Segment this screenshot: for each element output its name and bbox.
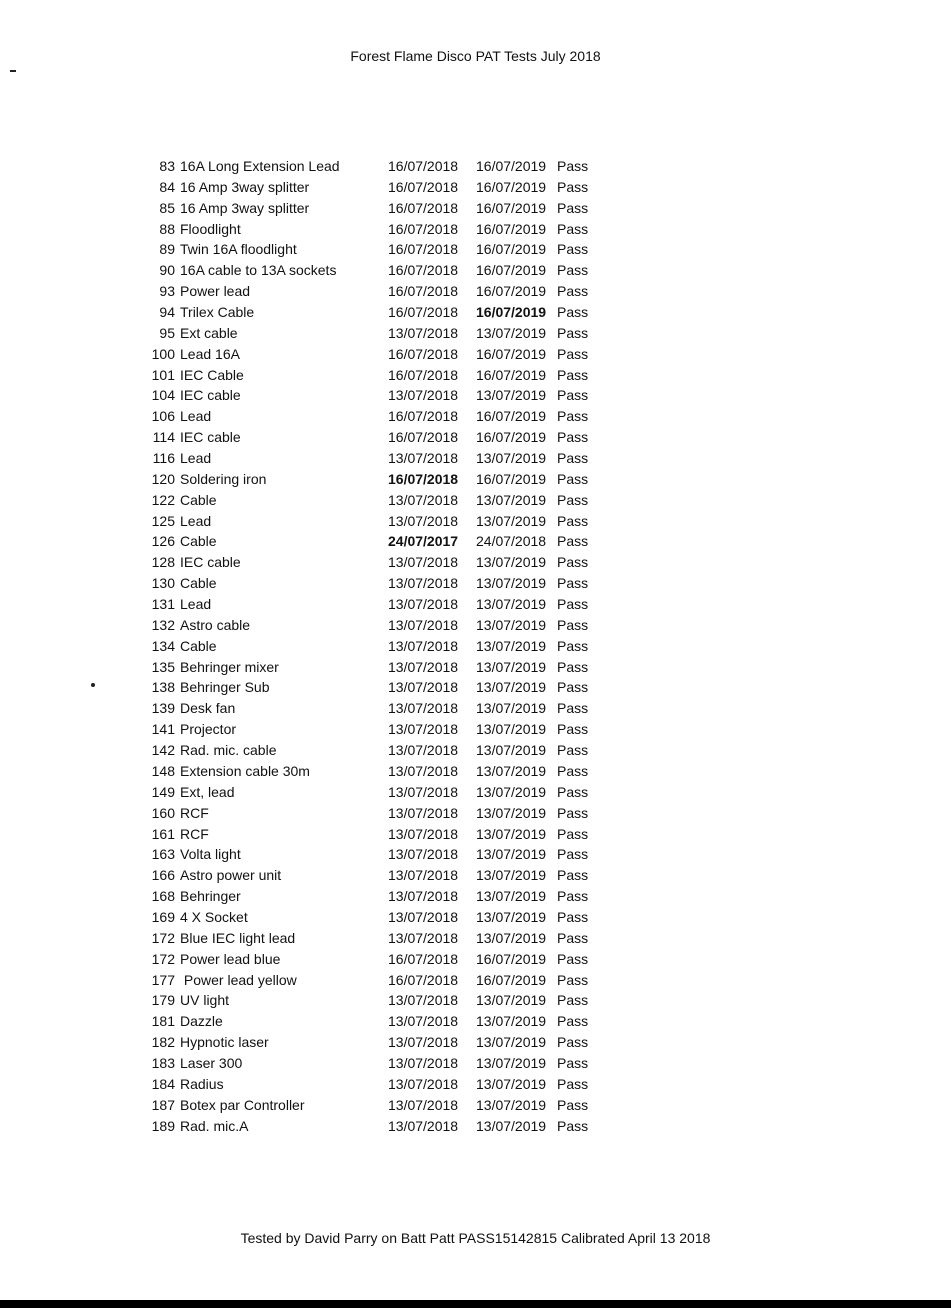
retest-date: 13/07/2019 bbox=[476, 742, 547, 759]
test-date: 13/07/2018 bbox=[388, 616, 459, 633]
test-result: Pass bbox=[557, 512, 589, 529]
table-row bbox=[140, 533, 600, 554]
item-description: Power lead bbox=[180, 283, 251, 300]
test-result: Pass bbox=[557, 700, 589, 717]
item-number: 172 bbox=[151, 929, 175, 946]
retest-date: 13/07/2019 bbox=[476, 1075, 547, 1092]
test-result: Pass bbox=[557, 199, 589, 216]
table-row bbox=[140, 262, 600, 283]
retest-date: 13/07/2019 bbox=[476, 846, 547, 863]
table-row bbox=[140, 179, 600, 200]
retest-date: 16/07/2019 bbox=[476, 304, 547, 321]
table-row bbox=[140, 325, 600, 346]
retest-date: 16/07/2019 bbox=[476, 429, 547, 446]
test-result: Pass bbox=[557, 616, 589, 633]
test-result: Pass bbox=[557, 304, 589, 321]
table-row bbox=[140, 471, 600, 492]
test-result: Pass bbox=[557, 658, 589, 675]
test-date: 13/07/2018 bbox=[388, 867, 459, 884]
retest-date: 13/07/2019 bbox=[476, 658, 547, 675]
item-description: UV light bbox=[180, 992, 230, 1009]
item-number: 187 bbox=[151, 1096, 175, 1113]
item-number: 177 bbox=[151, 971, 175, 988]
item-number: 168 bbox=[151, 888, 175, 905]
table-row bbox=[140, 450, 600, 471]
table-row bbox=[140, 930, 600, 951]
retest-date: 16/07/2019 bbox=[476, 199, 547, 216]
table-row bbox=[140, 742, 600, 763]
retest-date: 13/07/2019 bbox=[476, 491, 547, 508]
test-date: 24/07/2017 bbox=[388, 533, 459, 550]
table-row bbox=[140, 492, 600, 513]
item-description: Ext cable bbox=[180, 324, 238, 341]
item-description: Power lead yellow bbox=[180, 971, 297, 988]
retest-date: 16/07/2019 bbox=[476, 971, 547, 988]
item-number: 83 bbox=[159, 158, 175, 174]
item-number: 184 bbox=[151, 1075, 175, 1092]
item-number: 126 bbox=[151, 533, 175, 550]
table-row bbox=[140, 1055, 600, 1076]
retest-date: 13/07/2019 bbox=[476, 825, 547, 842]
test-result: Pass bbox=[557, 846, 589, 863]
test-result: Pass bbox=[557, 783, 589, 800]
table-row bbox=[140, 867, 600, 888]
test-date: 16/07/2018 bbox=[388, 950, 459, 967]
table-row bbox=[140, 221, 600, 242]
retest-date: 13/07/2019 bbox=[476, 324, 547, 341]
item-number: 183 bbox=[151, 1054, 175, 1071]
test-date: 13/07/2018 bbox=[388, 679, 459, 696]
item-description: IEC cable bbox=[180, 429, 241, 446]
test-result: Pass bbox=[557, 324, 589, 341]
scan-bottom-edge bbox=[0, 1300, 951, 1308]
item-description: Blue IEC light lead bbox=[180, 929, 296, 946]
item-description: IEC cable bbox=[180, 387, 241, 404]
test-result: Pass bbox=[557, 1117, 589, 1134]
test-date: 16/07/2018 bbox=[388, 220, 459, 237]
retest-date: 13/07/2019 bbox=[476, 783, 547, 800]
item-number: 134 bbox=[151, 637, 175, 654]
retest-date: 13/07/2019 bbox=[476, 637, 547, 654]
test-result: Pass bbox=[557, 596, 589, 613]
test-date: 13/07/2018 bbox=[388, 908, 459, 925]
item-number: 138 bbox=[151, 679, 175, 696]
test-date: 13/07/2018 bbox=[388, 888, 459, 905]
page-title: Forest Flame Disco PAT Tests July 2018 bbox=[350, 48, 601, 64]
table-row bbox=[140, 596, 600, 617]
item-number: 94 bbox=[159, 304, 175, 321]
item-number: 166 bbox=[151, 867, 175, 884]
item-description: Radius bbox=[180, 1075, 224, 1092]
item-number: 130 bbox=[151, 575, 175, 592]
item-number: 131 bbox=[151, 596, 175, 613]
retest-date: 13/07/2019 bbox=[476, 596, 547, 613]
test-date: 16/07/2018 bbox=[388, 241, 459, 258]
retest-date: 13/07/2019 bbox=[476, 387, 547, 404]
test-result: Pass bbox=[557, 408, 589, 425]
item-description: Trilex Cable bbox=[180, 304, 255, 321]
table-row bbox=[140, 429, 600, 450]
test-result: Pass bbox=[557, 742, 589, 759]
item-description: Twin 16A floodlight bbox=[180, 241, 297, 258]
table-row bbox=[140, 304, 600, 325]
table-row bbox=[140, 972, 600, 993]
retest-date: 16/07/2019 bbox=[476, 366, 547, 383]
test-result: Pass bbox=[557, 679, 589, 696]
table-row bbox=[140, 659, 600, 680]
test-result: Pass bbox=[557, 1096, 589, 1113]
retest-date: 13/07/2019 bbox=[476, 929, 547, 946]
test-date: 13/07/2018 bbox=[388, 512, 459, 529]
table-row bbox=[140, 1076, 600, 1097]
item-description: Desk fan bbox=[180, 700, 236, 717]
table-row bbox=[140, 200, 600, 221]
item-description: Dazzle bbox=[180, 1013, 223, 1030]
item-number: 135 bbox=[151, 658, 175, 675]
table-row bbox=[140, 721, 600, 742]
item-description: Projector bbox=[180, 721, 237, 738]
item-description: Laser 300 bbox=[180, 1054, 243, 1071]
item-number: 116 bbox=[152, 450, 175, 467]
item-description: Volta light bbox=[180, 846, 241, 863]
test-result: Pass bbox=[557, 1054, 589, 1071]
test-date: 13/07/2018 bbox=[388, 929, 459, 946]
test-result: Pass bbox=[557, 867, 589, 884]
test-date: 13/07/2018 bbox=[388, 825, 459, 842]
test-date: 16/07/2018 bbox=[388, 199, 459, 216]
test-result: Pass bbox=[557, 491, 589, 508]
scan-dot bbox=[91, 683, 95, 687]
test-result: Pass bbox=[557, 220, 589, 237]
item-description: RCF bbox=[180, 804, 209, 821]
item-number: 189 bbox=[151, 1117, 175, 1134]
retest-date: 16/07/2019 bbox=[476, 262, 547, 279]
item-description: Lead bbox=[180, 408, 212, 425]
retest-date: 13/07/2019 bbox=[476, 1034, 547, 1051]
test-result: Pass bbox=[557, 554, 589, 571]
test-date: 13/07/2018 bbox=[388, 1054, 459, 1071]
item-number: 100 bbox=[151, 345, 175, 362]
item-description: Cable bbox=[180, 637, 217, 654]
test-result: Pass bbox=[557, 366, 589, 383]
item-description: 16A cable to 13A sockets bbox=[180, 262, 337, 279]
retest-date: 13/07/2019 bbox=[476, 512, 547, 529]
item-number: 114 bbox=[152, 429, 175, 446]
item-description: Power lead blue bbox=[180, 950, 281, 967]
retest-date: 13/07/2019 bbox=[476, 616, 547, 633]
table-row bbox=[140, 805, 600, 826]
retest-date: 16/07/2019 bbox=[476, 283, 547, 300]
scan-mark bbox=[10, 70, 16, 72]
item-description: 16A Long Extension Lead bbox=[180, 158, 340, 174]
item-description: 16 Amp 3way splitter bbox=[180, 199, 310, 216]
test-result: Pass bbox=[557, 387, 589, 404]
table-row bbox=[140, 638, 600, 659]
retest-date: 13/07/2019 bbox=[476, 575, 547, 592]
test-date: 13/07/2018 bbox=[388, 1075, 459, 1092]
test-date: 13/07/2018 bbox=[388, 804, 459, 821]
pat-test-table bbox=[140, 158, 600, 1138]
item-number: 88 bbox=[159, 220, 175, 237]
item-description: Hypnotic laser bbox=[180, 1034, 269, 1051]
test-result: Pass bbox=[557, 533, 589, 550]
table-row bbox=[140, 909, 600, 930]
item-description: Astro cable bbox=[180, 616, 251, 633]
retest-date: 13/07/2019 bbox=[476, 679, 547, 696]
item-number: 139 bbox=[151, 700, 175, 717]
test-result: Pass bbox=[557, 637, 589, 654]
test-date: 16/07/2018 bbox=[388, 408, 459, 425]
test-date: 16/07/2018 bbox=[388, 283, 459, 300]
item-description: Cable bbox=[180, 575, 217, 592]
item-number: 149 bbox=[151, 783, 175, 800]
test-date: 16/07/2018 bbox=[388, 429, 459, 446]
table-row bbox=[140, 241, 600, 262]
item-number: 172 bbox=[151, 950, 175, 967]
item-number: 181 bbox=[151, 1013, 175, 1030]
test-result: Pass bbox=[557, 1034, 589, 1051]
item-description: 16 Amp 3way splitter bbox=[180, 178, 310, 195]
table-row bbox=[140, 513, 600, 534]
table-row bbox=[140, 1013, 600, 1034]
test-date: 13/07/2018 bbox=[388, 554, 459, 571]
test-date: 13/07/2018 bbox=[388, 1096, 459, 1113]
test-date: 13/07/2018 bbox=[388, 700, 459, 717]
item-number: 120 bbox=[151, 470, 175, 487]
test-date: 13/07/2018 bbox=[388, 387, 459, 404]
item-description: Cable bbox=[180, 491, 217, 508]
item-description: Extension cable 30m bbox=[180, 762, 310, 779]
item-description: Behringer bbox=[180, 888, 241, 905]
item-description: Floodlight bbox=[180, 220, 241, 237]
table-row bbox=[140, 158, 600, 179]
item-number: 90 bbox=[159, 262, 175, 279]
table-row bbox=[140, 408, 600, 429]
footer-note: Tested by David Parry on Batt Patt PASS15142815 Calibrated April 13 2018 bbox=[240, 1230, 711, 1246]
test-result: Pass bbox=[557, 429, 589, 446]
test-date: 13/07/2018 bbox=[388, 1013, 459, 1030]
item-description: Behringer mixer bbox=[180, 658, 279, 675]
retest-date: 16/07/2019 bbox=[476, 345, 547, 362]
test-result: Pass bbox=[557, 971, 589, 988]
item-description: Botex par Controller bbox=[180, 1096, 305, 1113]
retest-date: 16/07/2019 bbox=[476, 158, 547, 174]
item-number: 93 bbox=[159, 283, 175, 300]
test-date: 13/07/2018 bbox=[388, 637, 459, 654]
item-number: 128 bbox=[151, 554, 175, 571]
test-result: Pass bbox=[557, 721, 589, 738]
retest-date: 13/07/2019 bbox=[476, 1054, 547, 1071]
item-description: IEC Cable bbox=[180, 366, 244, 383]
test-result: Pass bbox=[557, 178, 589, 195]
retest-date: 13/07/2019 bbox=[476, 804, 547, 821]
table-row bbox=[140, 387, 600, 408]
item-description: Behringer Sub bbox=[180, 679, 270, 696]
item-description: Lead bbox=[180, 450, 212, 467]
test-result: Pass bbox=[557, 825, 589, 842]
item-number: 182 bbox=[151, 1034, 175, 1051]
retest-date: 16/07/2019 bbox=[476, 950, 547, 967]
item-number: 95 bbox=[159, 324, 175, 341]
test-result: Pass bbox=[557, 908, 589, 925]
test-date: 16/07/2018 bbox=[388, 366, 459, 383]
table-row bbox=[140, 763, 600, 784]
item-number: 85 bbox=[159, 199, 175, 216]
item-description: Rad. mic. cable bbox=[180, 742, 277, 759]
test-result: Pass bbox=[557, 992, 589, 1009]
test-result: Pass bbox=[557, 929, 589, 946]
item-description: Astro power unit bbox=[180, 867, 282, 884]
test-date: 13/07/2018 bbox=[388, 596, 459, 613]
retest-date: 13/07/2019 bbox=[476, 1096, 547, 1113]
item-number: 163 bbox=[151, 846, 175, 863]
retest-date: 13/07/2019 bbox=[476, 888, 547, 905]
item-number: 89 bbox=[159, 241, 175, 258]
test-result: Pass bbox=[557, 345, 589, 362]
test-date: 16/07/2018 bbox=[388, 304, 459, 321]
test-result: Pass bbox=[557, 283, 589, 300]
item-number: 160 bbox=[151, 804, 175, 821]
test-result: Pass bbox=[557, 1075, 589, 1092]
test-date: 13/07/2018 bbox=[388, 658, 459, 675]
table-row bbox=[140, 826, 600, 847]
item-number: 148 bbox=[151, 762, 175, 779]
item-description: 4 X Socket bbox=[180, 908, 248, 925]
retest-date: 13/07/2019 bbox=[476, 450, 547, 467]
test-result: Pass bbox=[557, 575, 589, 592]
test-date: 13/07/2018 bbox=[388, 324, 459, 341]
item-number: 106 bbox=[151, 408, 175, 425]
item-description: Rad. mic.A bbox=[180, 1117, 249, 1134]
test-result: Pass bbox=[557, 804, 589, 821]
table-row bbox=[140, 679, 600, 700]
test-result: Pass bbox=[557, 762, 589, 779]
retest-date: 24/07/2018 bbox=[476, 533, 547, 550]
table-row bbox=[140, 346, 600, 367]
retest-date: 16/07/2019 bbox=[476, 408, 547, 425]
retest-date: 16/07/2019 bbox=[476, 220, 547, 237]
table-row bbox=[140, 617, 600, 638]
item-number: 161 bbox=[151, 825, 175, 842]
test-date: 13/07/2018 bbox=[388, 491, 459, 508]
item-description: RCF bbox=[180, 825, 209, 842]
test-result: Pass bbox=[557, 262, 589, 279]
item-number: 169 bbox=[151, 908, 175, 925]
test-date: 13/07/2018 bbox=[388, 762, 459, 779]
item-description: Lead 16A bbox=[180, 345, 240, 362]
item-description: IEC cable bbox=[180, 554, 241, 571]
test-result: Pass bbox=[557, 950, 589, 967]
table-row bbox=[140, 888, 600, 909]
test-result: Pass bbox=[557, 888, 589, 905]
test-date: 13/07/2018 bbox=[388, 783, 459, 800]
table-row bbox=[140, 700, 600, 721]
retest-date: 13/07/2019 bbox=[476, 700, 547, 717]
item-number: 142 bbox=[151, 742, 175, 759]
test-result: Pass bbox=[557, 470, 589, 487]
test-date: 13/07/2018 bbox=[388, 575, 459, 592]
item-number: 141 bbox=[151, 721, 175, 738]
item-description: Soldering iron bbox=[180, 470, 267, 487]
table-row bbox=[140, 575, 600, 596]
item-number: 122 bbox=[151, 491, 175, 508]
table-row bbox=[140, 283, 600, 304]
item-number: 101 bbox=[151, 366, 175, 383]
item-description: Ext, lead bbox=[180, 783, 235, 800]
table-row bbox=[140, 1118, 600, 1139]
retest-date: 13/07/2019 bbox=[476, 554, 547, 571]
item-description: Cable bbox=[180, 533, 217, 550]
test-date: 13/07/2018 bbox=[388, 992, 459, 1009]
retest-date: 13/07/2019 bbox=[476, 1013, 547, 1030]
retest-date: 13/07/2019 bbox=[476, 992, 547, 1009]
test-result: Pass bbox=[557, 241, 589, 258]
item-number: 104 bbox=[151, 387, 175, 404]
table-row bbox=[140, 784, 600, 805]
table-row bbox=[140, 1097, 600, 1118]
table-row bbox=[140, 554, 600, 575]
test-date: 13/07/2018 bbox=[388, 1117, 459, 1134]
table-row bbox=[140, 951, 600, 972]
retest-date: 13/07/2019 bbox=[476, 867, 547, 884]
retest-date: 13/07/2019 bbox=[476, 721, 547, 738]
test-result: Pass bbox=[557, 158, 589, 174]
retest-date: 13/07/2019 bbox=[476, 908, 547, 925]
test-result: Pass bbox=[557, 450, 589, 467]
test-date: 13/07/2018 bbox=[388, 1034, 459, 1051]
table-row bbox=[140, 367, 600, 388]
test-date: 16/07/2018 bbox=[388, 345, 459, 362]
table-row bbox=[140, 846, 600, 867]
table-row bbox=[140, 992, 600, 1013]
retest-date: 13/07/2019 bbox=[476, 1117, 547, 1134]
retest-date: 16/07/2019 bbox=[476, 470, 547, 487]
test-date: 13/07/2018 bbox=[388, 846, 459, 863]
item-number: 84 bbox=[159, 178, 175, 195]
retest-date: 16/07/2019 bbox=[476, 241, 547, 258]
retest-date: 16/07/2019 bbox=[476, 178, 547, 195]
item-description: Lead bbox=[180, 512, 212, 529]
test-date: 16/07/2018 bbox=[388, 178, 459, 195]
item-number: 179 bbox=[151, 992, 175, 1009]
test-date: 13/07/2018 bbox=[388, 721, 459, 738]
test-date: 16/07/2018 bbox=[388, 971, 459, 988]
test-date: 16/07/2018 bbox=[388, 262, 459, 279]
retest-date: 13/07/2019 bbox=[476, 762, 547, 779]
test-date: 13/07/2018 bbox=[388, 450, 459, 467]
test-date: 13/07/2018 bbox=[388, 742, 459, 759]
item-number: 132 bbox=[151, 616, 175, 633]
item-description: Lead bbox=[180, 596, 212, 613]
test-date: 16/07/2018 bbox=[388, 470, 459, 487]
item-number: 125 bbox=[151, 512, 175, 529]
table-row bbox=[140, 1034, 600, 1055]
test-result: Pass bbox=[557, 1013, 589, 1030]
test-date: 16/07/2018 bbox=[388, 158, 459, 174]
